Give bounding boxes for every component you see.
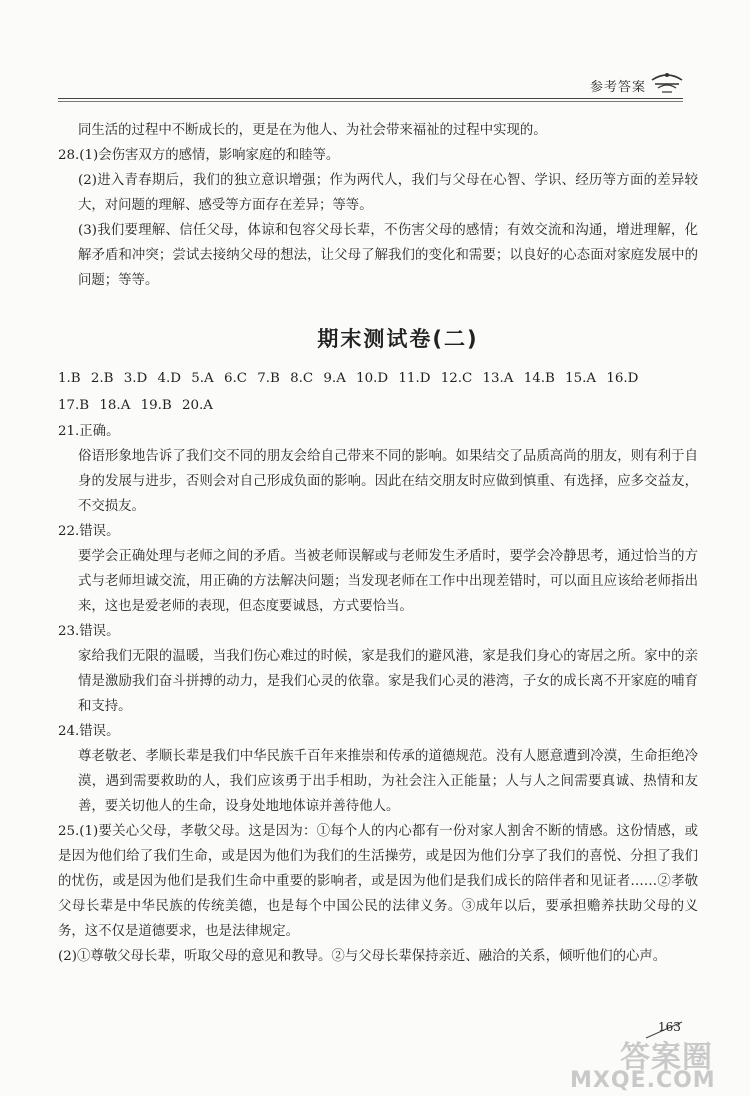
- running-header-label: 参考答案: [590, 80, 647, 95]
- answer-body: [58, 118, 698, 969]
- watermark: [570, 1032, 745, 1096]
- q23-head: 23.错误。: [58, 624, 120, 639]
- header-decoration-icon: [650, 66, 684, 96]
- q24-head: 24.错误。: [58, 724, 120, 739]
- choice-answers-line1: 1.B 2.B 3.D 4.D 5.A 6.C 7.B 8.C 9.A 10.D 11.D 12.C 13.A 14.B 15.A 16.D: [58, 371, 639, 386]
- header-rule-secondary: [58, 101, 683, 102]
- q22-body: 要学会正确处理与老师之间的矛盾。当被老师误解或与老师发生矛盾时，要学会冷静思考，通过恰当的方式与老师坦诚交流，用正确的方法解决问题；当发现老师在工作中出现差错时，可以面且应该给老师指出来，这也是爱老师的表现，但态度要诚恳，方式要恰当。: [78, 549, 698, 614]
- q28-part1: 28.(1)会伤害双方的感情，影响家庭的和睦等。: [58, 148, 340, 163]
- section-title: 期末测试卷(二): [317, 327, 479, 351]
- q23-body: 家给我们无限的温暖，当我们伤心难过的时候，家是我们的避风港，家是我们身心的寄居之所。家中的亲情是激励我们奋斗拼搏的动力，是我们心灵的依靠。家是我们心灵的港湾，子女的成长离不开家庭的哺育和支持。: [78, 649, 698, 714]
- q25-part2: (2)①尊敬父母长辈，听取父母的意见和教导。②与父母长辈保持亲近、融洽的关系，倾听他们的心声。: [58, 949, 667, 964]
- q22-head: 22.错误。: [58, 524, 120, 539]
- watermark-url: MXQE.COM: [570, 1068, 716, 1093]
- header-rule: [58, 98, 683, 99]
- page-number: 163: [658, 1020, 681, 1034]
- q21-body: 俗语形象地告诉了我们交不同的朋友会给自己带来不同的影响。如果结交了品质高尚的朋友，则有利于自身的发展与进步，否则会对自己形成负面的影响。因此在结交朋友时应做到慎重、有选择，应多交益友，不交损友。: [78, 449, 698, 514]
- q28-part2: (2)进入青春期后，我们的独立意识增强；作为两代人，我们与父母在心智、学识、经历等方面的差异较大，对问题的理解、感受等方面存在差异；等等。: [78, 173, 698, 213]
- q25-part1: 25.(1)要关心父母，孝敬父母。这是因为：①每个人的内心都有一份对家人割舍不断的情感。这份情感，或是因为他们给了我们生命，或是因为他们为我们的生活操劳，或是因为他们分享了我们的喜悦、分担了我们的忧伤，或是因为他们是我们生命中重要的影响者，或是因为他们是我们成长的陪伴者和见证者……②孝敬父母长辈是中华民族的传统美德，也是每个中国公民的法律义务。③成年以后，要承担赡养扶助父母的义务，这不仅是道德要求，也是法律规定。: [58, 824, 698, 939]
- continuation-text: 同生活的过程中不断成长的，更是在为他人、为社会带来福祉的过程中实现的。: [78, 123, 547, 138]
- q28-part3: (3)我们要理解、信任父母，体谅和包容父母长辈，不伤害父母的感情；有效交流和沟通，增进理解，化解矛盾和冲突；尝试去接纳父母的想法，让父母了解我们的变化和需要；以良好的心态面对家庭发展中的问题；等等。: [78, 223, 698, 288]
- choice-answers-line2: 17.B 18.A 19.B 20.A: [58, 398, 213, 413]
- q24-body: 尊老敬老、孝顺长辈是我们中华民族千百年来推崇和传承的道德规范。没有人愿意遭到冷漠，生命拒绝冷漠，遇到需要救助的人，我们应该勇于出手相助，为社会注入正能量；人与人之间需要真诚、热情和友善，要关切他人的生命，设身处地地体谅并善待他人。: [78, 749, 698, 814]
- q21-head: 21.正确。: [58, 424, 120, 439]
- watermark-logo: 答案圈: [620, 1040, 713, 1075]
